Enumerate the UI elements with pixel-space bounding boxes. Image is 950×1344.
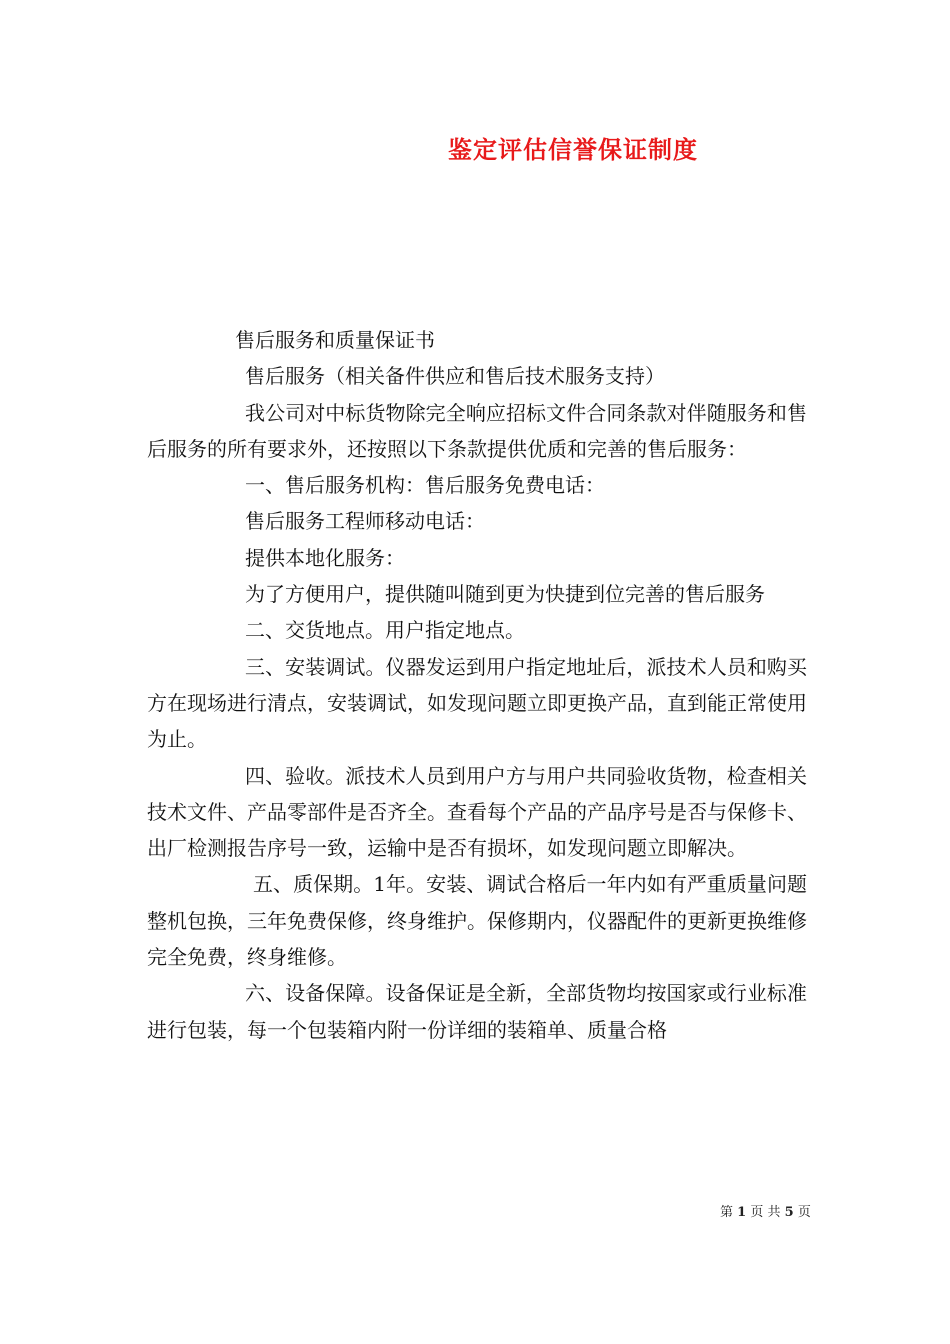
paragraph-heading: 售后服务和质量保证书 [235, 328, 435, 352]
paragraph: 六、设备保障。设备保证是全新，全部货物均按国家或行业标准进行包装，每一个包装箱内附一份详细的装箱单、质量合格 [147, 981, 807, 1042]
paragraph: 为了方便用户，提供随叫随到更为快捷到位完善的售后服务 [245, 582, 765, 607]
footer-prefix: 第 [720, 1205, 734, 1220]
paragraph: 我公司对中标货物除完全响应招标文件合同条款对伴随服务和售后服务的所有要求外，还按照以下条款提供优质和完善的售后服务： [147, 400, 807, 461]
paragraph: 四、验收。派技术人员到用户方与用户共同验收货物，检查相关技术文件、产品零部件是否齐全。查看每个产品的产品序号是否与保修卡、出厂检测报告序号一致，运输中是否有损坏，如发现问题立即解决。 [147, 763, 807, 861]
paragraph: 提供本地化服务： [245, 545, 405, 570]
paragraph-subheading: 售后服务（相关备件供应和售后技术服务支持） [245, 364, 665, 389]
paragraph: 五、质保期。1年。安装、调试合格后一年内如有严重质量问题整机包换，三年免费保修，终身维护。保修期内，仪器配件的更新更换维修完全免费，终身维修。 [147, 872, 807, 970]
current-page-number: 1 [737, 1205, 747, 1220]
paragraph: 三、安装调试。仪器发运到用户指定地址后，派技术人员和购买方在现场进行清点，安装调试，如发现问题立即更换产品，直到能正常使用为止。 [147, 654, 807, 752]
footer-suffix: 页 [797, 1205, 811, 1220]
document-body [147, 322, 807, 1048]
paragraph: 一、售后服务机构：售后服务免费电话： [245, 473, 605, 498]
footer-middle: 页 共 [750, 1205, 781, 1220]
paragraph: 售后服务工程师移动电话： [245, 509, 485, 534]
total-pages-number: 5 [784, 1205, 794, 1220]
page-number-footer [720, 1204, 811, 1222]
paragraph: 二、交货地点。用户指定地点。 [245, 618, 525, 643]
document-title: 鉴定评估信誉保证制度 [448, 135, 698, 164]
